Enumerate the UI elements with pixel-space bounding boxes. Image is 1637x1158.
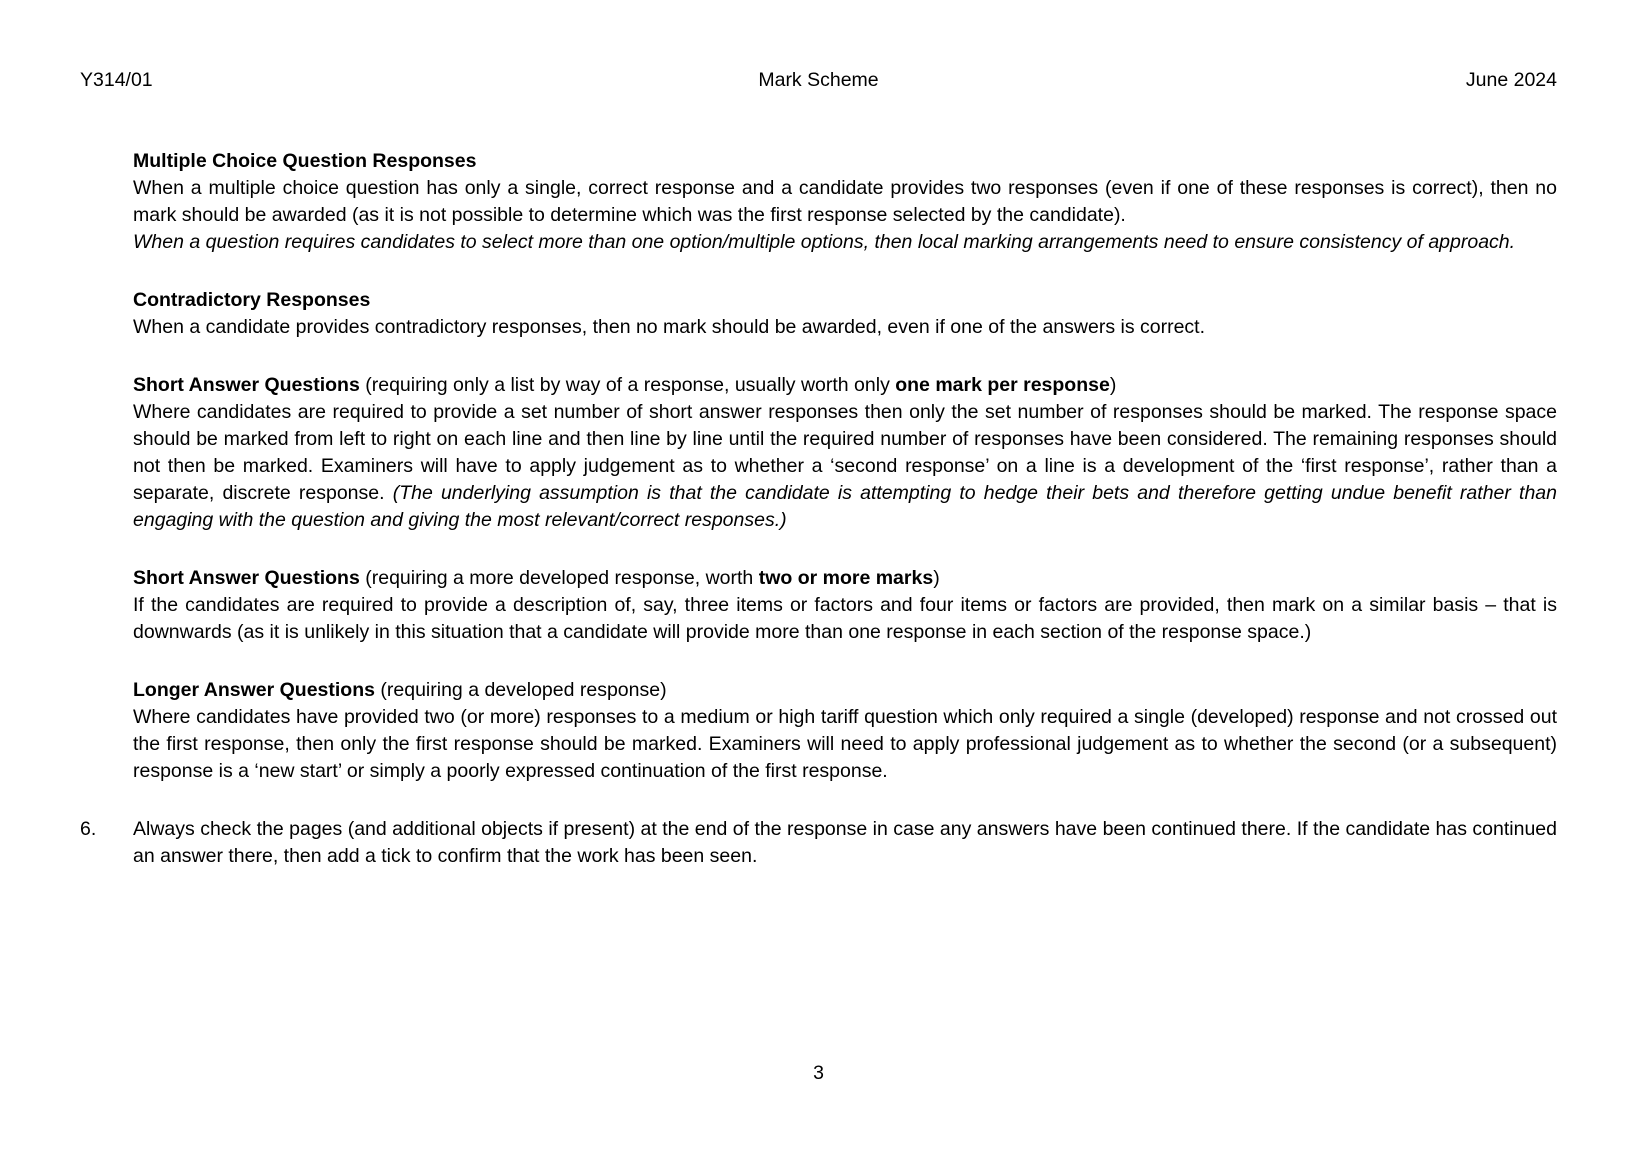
page-header — [80, 67, 1557, 94]
numbered-item-6 — [80, 816, 1557, 870]
section-paragraph — [133, 314, 1557, 341]
sections-container — [133, 148, 1557, 785]
section-paragraph — [133, 704, 1557, 785]
section-heading — [133, 148, 1557, 175]
text-run: two or more marks — [758, 567, 934, 589]
text-run: If the candidates are required to provide a description of, say, three items or factors and four items or factors are provided, then mark on a similar basis – that is downwards (as it is unlikely in this situation that a candidate will provide more than one response in each section of the response space.) — [133, 594, 1557, 643]
text-run: (requiring a developed response) — [374, 679, 667, 701]
item-number: 6. — [80, 818, 97, 840]
text-run: Where candidates are required to provide a set number of short answer responses then only the set number of responses should be marked. The response space should be marked from left to right on each line and then line by line until the required number of responses have been considered. The remaining responses should not then be marked. Examiners will have to apply judgement as to whether a ‘second response’ on a line is a development of the ‘first response’, rather than a separate, discrete response. — [133, 401, 1557, 504]
document-section — [133, 148, 1557, 256]
document-content — [80, 148, 1557, 870]
section-heading — [133, 677, 1557, 704]
section-heading — [133, 372, 1557, 399]
text-run: Where candidates have provided two (or more) responses to a medium or high tariff question which only required a single (developed) response and not crossed out the first response, then only the first response should be marked. Examiners will need to apply professional judgement as to whether the second (or a subsequent) response is a ‘new start’ or simply a poorly expressed continuation of the first response. — [133, 706, 1557, 782]
text-run: When a question requires candidates to select more than one option/multiple options, then local marking arrangements need to ensure consistency of approach. — [133, 231, 1516, 253]
section-paragraph — [133, 229, 1557, 256]
section-heading — [133, 565, 1557, 592]
text-run: ) — [933, 567, 940, 589]
document-section — [133, 287, 1557, 341]
section-heading — [133, 287, 1557, 314]
document-section — [133, 565, 1557, 646]
text-run: (The underlying assumption is that the candidate is attempting to hedge their bets and therefore getting undue benefit rather than engaging with the question and giving the most relevant/correct responses.) — [133, 482, 1557, 531]
text-run: one mark per response — [895, 374, 1110, 396]
text-run: Multiple Choice Question Responses — [133, 150, 477, 172]
text-run: ) — [1109, 374, 1117, 396]
text-run: (requiring a more developed response, worth — [359, 567, 759, 589]
header-title: Mark Scheme — [758, 69, 879, 91]
document-section — [133, 372, 1557, 534]
text-run: When a candidate provides contradictory responses, then no mark should be awarded, even if one of the answers is correct. — [133, 316, 1206, 338]
text-run: Short Answer Questions — [133, 567, 360, 589]
text-run: (requiring only a list by way of a response, usually worth only — [359, 374, 896, 396]
text-run: Contradictory Responses — [133, 289, 371, 311]
section-paragraph — [133, 399, 1557, 534]
page-number: 3 — [813, 1062, 824, 1084]
text-run: When a multiple choice question has only a single, correct response and a candidate provides two responses (even if one of these responses is correct), then no mark should be awarded (as it is not possible to determine which was the first response selected by the candidate). — [133, 177, 1557, 226]
page-footer — [0, 1060, 1637, 1087]
text-run: Short Answer Questions — [133, 374, 360, 396]
text-run: Longer Answer Questions — [133, 679, 375, 701]
section-paragraph — [133, 592, 1557, 646]
item-paragraph: Always check the pages (and additional objects if present) at the end of the response in case any answers have been continued there. If the candidate has continued an answer there, then add a tick to confirm that the work has been seen. — [133, 818, 1557, 867]
header-date: June 2024 — [1465, 69, 1557, 91]
section-paragraph — [133, 175, 1557, 229]
header-doc-code: Y314/01 — [80, 69, 153, 91]
document-section — [133, 677, 1557, 785]
